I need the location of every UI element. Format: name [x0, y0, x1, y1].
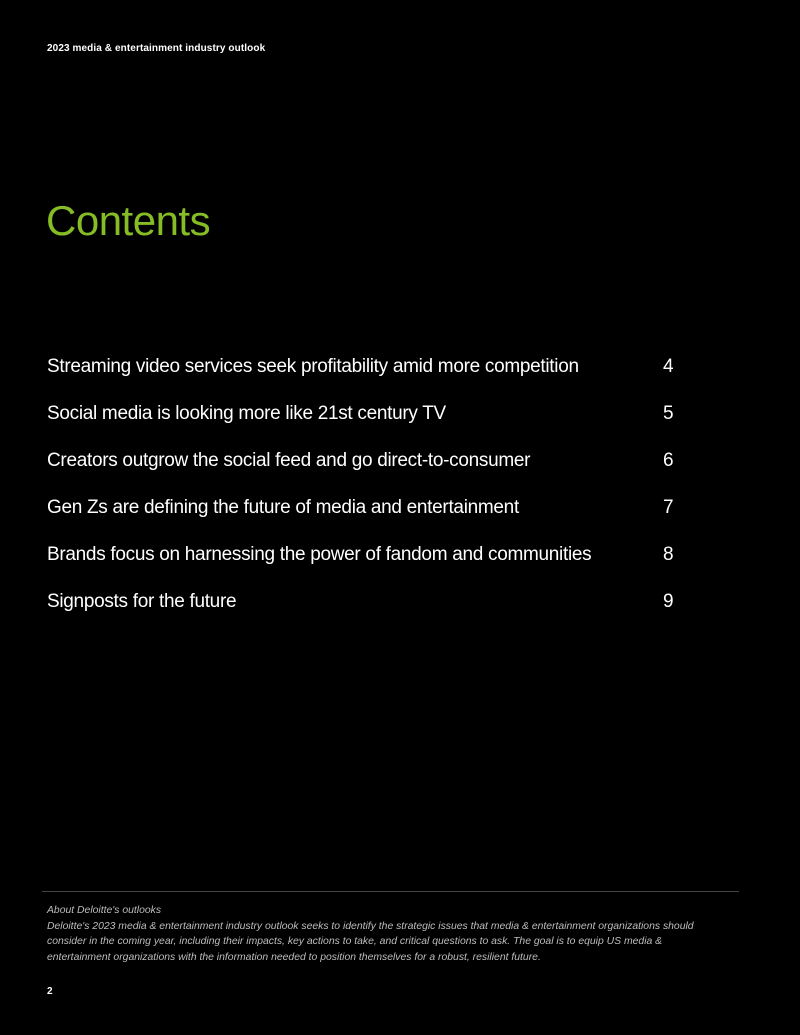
toc-entry[interactable] [47, 356, 687, 403]
table-of-contents [47, 356, 687, 638]
toc-entry-label: Streaming video services seek profitability amid more competition [47, 356, 579, 377]
toc-entry-page: 4 [663, 356, 674, 377]
page-title: Contents [46, 197, 211, 244]
toc-entry[interactable] [47, 403, 687, 450]
about-body: Deloitte's 2023 media & entertainment industry outlook seeks to identify the strategic issues that media & entertainment organizations should consider in the coming year, including their impacts, key actions to take, and critical questions to ask. The goal is to equip US media & entertainment organizations with the information needed to position themselves for a robust, resilient future. [47, 920, 694, 963]
about-heading: About Deloitte's outlooks [47, 905, 162, 916]
toc-entry-page: 6 [663, 450, 674, 471]
toc-entry-label: Creators outgrow the social feed and go direct-to-consumer [47, 450, 531, 471]
toc-entry[interactable] [47, 450, 687, 497]
toc-entry-label: Signposts for the future [47, 591, 237, 612]
footer-divider [42, 891, 739, 892]
toc-entry-label: Social media is looking more like 21st century TV [47, 403, 446, 424]
toc-entry-page: 7 [663, 497, 674, 518]
page-number: 2 [47, 986, 53, 997]
toc-entry[interactable] [47, 497, 687, 544]
toc-entry-page: 5 [663, 403, 674, 424]
toc-entry[interactable] [47, 591, 687, 638]
running-header: 2023 media & entertainment industry outlook [47, 43, 266, 54]
toc-entry-page: 9 [663, 591, 674, 612]
toc-entry-label: Gen Zs are defining the future of media and entertainment [47, 497, 519, 518]
toc-entry[interactable] [47, 544, 687, 591]
toc-entry-page: 8 [663, 544, 674, 565]
about-outlooks-note [47, 903, 727, 965]
toc-entry-label: Brands focus on harnessing the power of fandom and communities [47, 544, 592, 565]
